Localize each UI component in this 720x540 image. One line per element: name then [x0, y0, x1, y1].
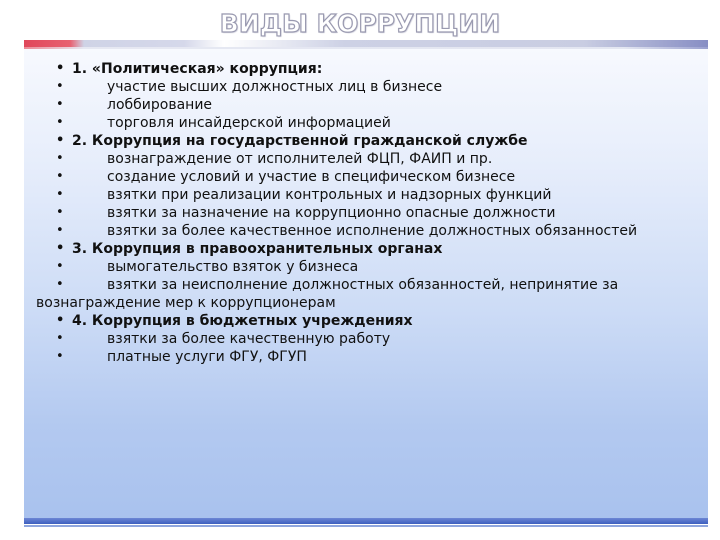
- list-item: [36, 348, 676, 366]
- list-item-text: участие высших должностных лиц в бизнесе: [107, 79, 443, 95]
- list-item: [36, 276, 676, 312]
- list-item-text: вымогательство взяток у бизнеса: [107, 259, 359, 275]
- bullet-icon: •: [56, 331, 64, 346]
- list-item-text: взятки за более качественную работу: [107, 331, 391, 347]
- section-heading: [36, 312, 676, 330]
- list-item: [36, 150, 676, 168]
- bullet-icon: •: [56, 205, 64, 220]
- list-item-text: взятки за назначение на коррупционно опасные должности: [107, 205, 556, 221]
- list-item-text: создание условий и участие в специфическом бизнесе: [107, 169, 516, 185]
- bullet-icon: •: [56, 115, 64, 130]
- bottom-decorative-line: [24, 525, 708, 527]
- slide-title: [0, 4, 720, 44]
- list-item: [36, 222, 676, 240]
- list-item: [36, 96, 676, 114]
- list-item: [36, 186, 676, 204]
- bullet-icon: •: [56, 313, 65, 328]
- list-item: [36, 330, 676, 348]
- list-item: [36, 204, 676, 222]
- list-item-text: лоббирование: [107, 97, 213, 113]
- section-heading-text: 4. Коррупция в бюджетных учреждениях: [72, 313, 413, 329]
- bullet-icon: •: [56, 259, 64, 274]
- section-heading: [36, 60, 676, 78]
- section-heading-text: 2. Коррупция на государственной гражданской службе: [72, 133, 528, 149]
- bullet-icon: •: [56, 79, 64, 94]
- bullet-list: [36, 60, 676, 366]
- list-item-text: вознаграждение от исполнителей ФЦП, ФАИП и пр.: [107, 151, 493, 167]
- list-item-text: взятки при реализации контрольных и надзорных функций: [107, 187, 552, 203]
- list-item: [36, 258, 676, 276]
- bullet-icon: •: [56, 241, 65, 256]
- bullet-icon: •: [56, 169, 64, 184]
- bullet-icon: •: [56, 133, 65, 148]
- list-item-continuation: вознаграждение мер к коррупционерам: [36, 295, 336, 311]
- list-item: [36, 168, 676, 186]
- list-item-text: платные услуги ФГУ, ФГУП: [107, 349, 307, 365]
- bullet-icon: •: [56, 97, 64, 112]
- bullet-icon: •: [56, 151, 64, 166]
- section-heading-text: 3. Коррупция в правоохранительных органах: [72, 241, 443, 257]
- section-heading-text: 1. «Политическая» коррупция:: [72, 61, 323, 77]
- bullet-icon: •: [56, 349, 64, 364]
- list-item: [36, 114, 676, 132]
- list-item-text: взятки за неисполнение должностных обязанностей, непринятие за: [107, 277, 619, 293]
- slide-title-text: ВИДЫ КОРРУПЦИИ: [219, 9, 501, 38]
- bullet-icon: •: [56, 187, 64, 202]
- bullet-icon: •: [56, 223, 64, 238]
- section-heading: [36, 240, 676, 258]
- section-heading: [36, 132, 676, 150]
- bottom-decorative-stripe: [24, 518, 708, 524]
- list-item-text: взятки за более качественное исполнение должностных обязанностей: [107, 223, 638, 239]
- list-item-text: торговля инсайдерской информацией: [107, 115, 391, 131]
- bullet-icon: •: [56, 61, 65, 76]
- bullet-icon: •: [56, 277, 64, 292]
- list-item: [36, 78, 676, 96]
- top-decorative-stripe: [24, 40, 708, 47]
